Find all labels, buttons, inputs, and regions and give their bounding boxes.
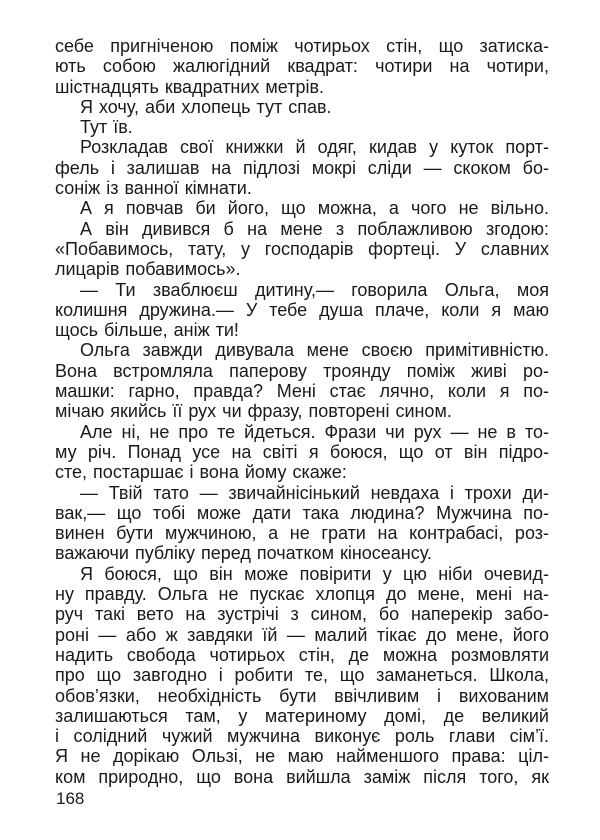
text-line: обов’язки, необхідність бути ввічливим і вихованим — [55, 685, 549, 706]
text-line: мічаю якийсь її рух чи фразу, повторені сином. — [55, 401, 452, 422]
text-line: «Побавимось, тату, у господарів фортеці. У славних — [55, 238, 549, 259]
text-line: А я повчав би його, що можна, а чого не вільно. — [80, 198, 549, 219]
text-line: Ольга завжди дивувала мене своєю примітивністю. — [80, 340, 549, 361]
text-line: Але ні, не про те йдеться. Фрази чи рух — не в то- — [80, 421, 549, 442]
page-number: 168 — [56, 789, 85, 808]
text-line: залишаються там, у материному домі, де великий — [55, 705, 549, 726]
text-line: і солідний чужий мужчина виконує роль глави сім’ї. — [55, 726, 549, 747]
text-line: ком природно, що вона вийшла заміж після того, як — [55, 766, 549, 787]
text-line: Вона встромляла паперову троянду поміж живі ро- — [55, 360, 549, 381]
page-body-text — [55, 36, 549, 787]
text-line: шістнадцять квадратних метрів. — [55, 76, 325, 97]
text-line: колишня дружина.— У тебе душа плаче, коли я маю — [55, 299, 549, 320]
text-line: Я боюся, що він може повірити у цю ніби очевид- — [80, 563, 549, 584]
text-line: про що завгодно і робити те, що заманеться. Школа, — [55, 665, 549, 686]
text-line: А він дивився б на мене з поблажливою згодою: — [80, 218, 549, 239]
text-line: щось більше, аніж ти! — [55, 320, 239, 341]
text-line: Розкладав свої книжки й одяг, кидав у куток порт- — [80, 137, 549, 158]
text-line: руч такі вето на зустрічі з сином, бо наперекір забо- — [55, 604, 549, 625]
text-line: машки: гарно, правда? Мені стає лячно, коли я по- — [55, 381, 549, 402]
text-line: сте, постаршає і вона йому скаже: — [55, 462, 347, 483]
text-line: Я хочу, аби хлопець тут спав. — [80, 96, 332, 117]
text-line: му річ. Понад усе на світі я боюся, що от він підро- — [55, 441, 549, 462]
text-line: надить свобода чотирьох стін, де можна розмовляти — [55, 644, 549, 665]
text-line: лицарів побавимось». — [55, 259, 241, 280]
text-line: важаючи публіку перед початком кіносеансу. — [55, 543, 432, 564]
text-line: ну правду. Ольга не пускає хлопця до мене, мені на- — [55, 584, 549, 605]
text-line: себе пригніченою поміж чотирьох стін, що затиска- — [55, 36, 549, 56]
text-line: роні — або ж завдяки їй — малий тікає до мене, його — [55, 624, 549, 645]
text-line: — Твій тато — звичайнісінький невдаха і трохи ди- — [80, 482, 549, 503]
text-line: соніж із ванної кімнати. — [55, 178, 252, 199]
text-line: Тут їв. — [80, 117, 133, 138]
text-line: винен бути мужчиною, а не грати на контрабасі, роз- — [55, 523, 549, 544]
text-line: фель і залишав на підлозі мокрі сліди — скоком бо- — [55, 157, 549, 178]
text-line: — Ти зваблюєш дитину,— говорила Ольга, моя — [80, 279, 549, 300]
text-line: вак,— що тобі може дати така людина? Мужчина по- — [55, 502, 549, 523]
text-line: ють собою жалюгідний квадрат: чотири на чотири, — [55, 56, 549, 77]
text-line: Я не дорікаю Ользі, не маю найменшого права: ціл- — [55, 746, 549, 767]
